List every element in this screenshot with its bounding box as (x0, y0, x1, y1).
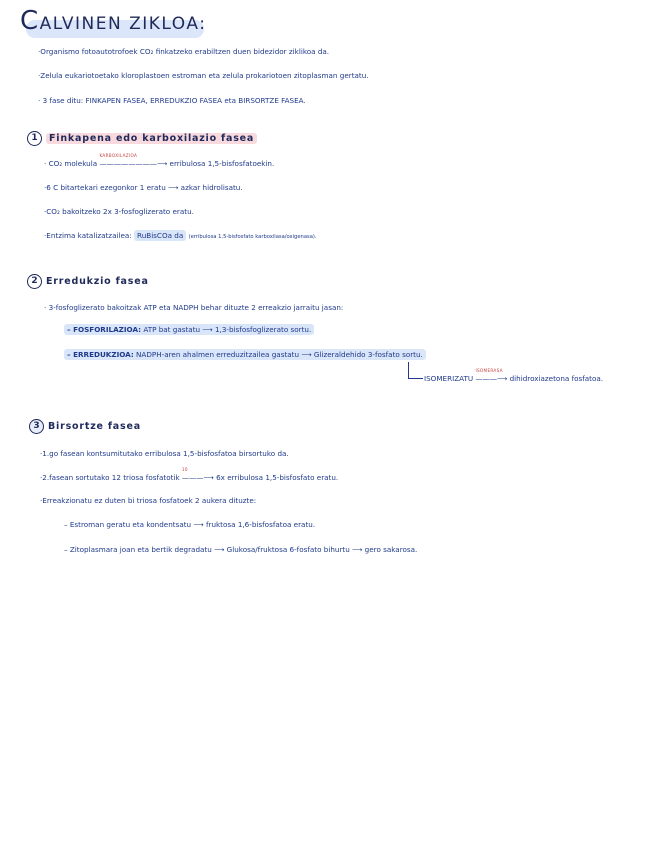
section-1-number: 1 (27, 131, 42, 146)
section-1-header (27, 131, 257, 146)
section-2-line-1: · 3-fosfoglizerato bakoitzak ATP eta NADPH behar dituzte 2 erreakzio jarraitu jasan: (44, 303, 344, 312)
regeneration-arrow: 10 ———⟶ (181, 467, 214, 482)
section-3-line-3: ·Erreakzionatu ez duten bi triosa fosfatoek 2 aukera dituzte: (40, 496, 257, 505)
intro-line-3: · 3 fase ditu: FINKAPEN FASEA, ERREDUKZIO FASEA eta BIRSORTZE FASEA. (38, 96, 306, 105)
section-3-title: Birsortze fasea (48, 421, 141, 432)
section-2-title: Erredukzio fasea (46, 276, 149, 287)
title-rest: ALVINEN ZIKLOA: (39, 14, 207, 34)
carboxylation-arrow: KARBOXILAZIOA ————————⟶ (99, 153, 168, 168)
intro-line-2: ·Zelula eukariotoetako kloroplastoen estroman eta zelula prokariotoen zitoplasman gertatu. (38, 71, 369, 80)
section-1-line-3: ·CO₂ bakoitzeko 2x 3-fosfoglizerato eratu. (44, 207, 194, 216)
section-2-line-2: – FOSFORILAZIOA: ATP bat gastatu ⟶ 1,3-bisfosfoglizerato sortu. (64, 325, 314, 334)
section-2-header (27, 274, 149, 289)
section-1-line-1: · CO₂ molekula KARBOXILAZIOA ————————⟶ erribulosa 1,5-bisfosfatoekin. (44, 153, 275, 168)
section-3-header (29, 419, 141, 434)
section-3-line-2: ·2.fasean sortutako 12 triosa fosfatotik 10 ———⟶ 6x erribulosa 1,5-bisfosfato eratu. (40, 467, 339, 482)
section-3-line-1: ·1.go fasean kontsumitutako erribulosa 1,5-bisfosfatoa birsortuko da. (40, 449, 289, 458)
section-3-line-5: – Zitoplasmara joan eta bertik degradatu ⟶ Glukosa/fruktosa 6-fosfato bihurtu ⟶ gero sakarosa. (64, 545, 418, 554)
intro-line-1: ·Organismo fotoautotrofoek CO₂ finkatzeko erabiltzen duen bidezidor ziklikoa da. (38, 47, 330, 56)
title-initial: C (20, 6, 40, 36)
section-1-title: Finkapena edo karboxilazio fasea (46, 133, 257, 144)
section-1-line-4: ·Entzima katalizatzailea: RuBisCOa da (erribulosa 1,5-bisfosfato karboxilasa/oxigenasa). (44, 231, 317, 240)
section-2-line-3: – ERREDUKZIOA: NADPH-aren ahalmen erreduzitzailea gastatu ⟶ Glizeraldehido 3-fosfato sortu. (64, 350, 426, 359)
section-1-line-2: ·6 C bitartekari ezegonkor 1 eratu ⟶ azkar hidrolisatu. (44, 183, 243, 192)
section-3-number: 3 (29, 419, 44, 434)
section-2-number: 2 (27, 274, 42, 289)
page-title (20, 6, 206, 36)
isomerase-arrow: ISOMERASA ———⟶ (475, 368, 508, 383)
section-3-line-4: – Estroman geratu eta kondentsatu ⟶ fruktosa 1,6-bisfosfatoa eratu. (64, 520, 316, 529)
isomerization-hook (408, 362, 423, 379)
section-2-line-4: ISOMERIZATU ISOMERASA ———⟶ dihidroxiazetona fosfatoa. (424, 368, 604, 383)
rubisco-highlight: RuBisCOa da (134, 230, 186, 241)
